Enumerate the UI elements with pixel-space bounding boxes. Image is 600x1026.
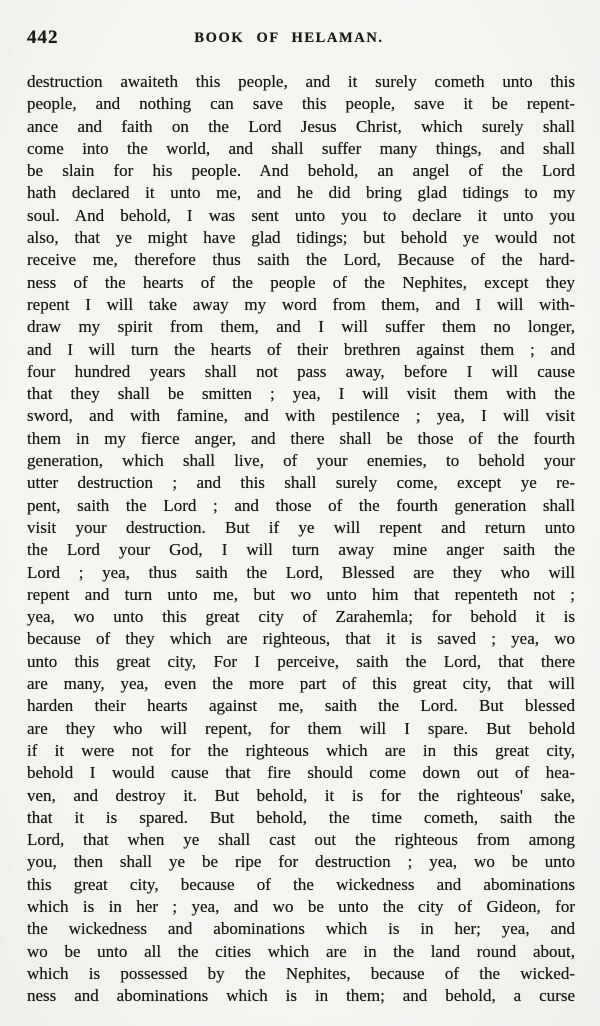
text-line: generation, which shall live, of your enemies, to behold your (27, 451, 575, 471)
text-line: four hundred years shall not pass away, before I will cause (27, 361, 575, 381)
text-line: that it is spared. But behold, the time cometh, saith the (27, 807, 575, 827)
text-line: you, then shall ye be ripe for destruction ; yea, wo be unto (27, 852, 575, 872)
text-line: visit your destruction. But if ye will repent and return unto (27, 517, 575, 537)
text-line: receive me, therefore thus saith the Lord, Because of the hard- (27, 250, 575, 270)
running-title: BOOK OF HELAMAN. (194, 30, 384, 46)
text-line: ven, and destroy it. But behold, it is for the righteous' sake, (27, 785, 575, 805)
text-line: which is in her ; yea, and wo be unto the city of Gideon, for (27, 896, 575, 916)
text-line: harden their hearts against me, saith the Lord. But blessed (27, 696, 575, 716)
text-line: and I will turn the hearts of their brethren against them ; and (27, 339, 575, 359)
text-line: pent, saith the Lord ; and those of the fourth generation shall (27, 495, 575, 515)
text-line: hath declared it unto me, and he did bring glad tidings to my (27, 183, 575, 203)
text-line: which is possessed by the Nephites, because of the wicked- (27, 963, 575, 983)
text-line: be slain for his people. And behold, an angel of the Lord (27, 161, 575, 181)
text-line: draw my spirit from them, and I will suffer them no longer, (27, 317, 575, 337)
text-line: because of they which are righteous, that it is saved ; yea, wo (27, 629, 575, 649)
text-line: yea, wo unto this great city of Zarahemla; for behold it is (27, 607, 575, 627)
text-line: are they who will repent, for them will I spare. But behold (27, 718, 575, 738)
text-line: them in my fierce anger, and there shall be those of the fourth (27, 428, 575, 448)
text-line: if it were not for the righteous which are in this great city, (27, 740, 575, 760)
text-line: behold I would cause that fire should come down out of hea- (27, 763, 575, 783)
page-number: 442 (27, 27, 59, 48)
text-line: unto this great city, For I perceive, saith the Lord, that there (27, 651, 575, 671)
text-line: are many, yea, even the more part of this great city, that will (27, 674, 575, 694)
text-line: ance and faith on the Lord Jesus Christ, which surely shall (27, 116, 575, 136)
body-text (27, 71, 575, 1007)
text-line: soul. And behold, I was sent unto you to declare it unto you (27, 205, 575, 225)
text-line: people, and nothing can save this people, save it be repent- (27, 94, 575, 114)
text-line: that they shall be smitten ; yea, I will visit them with the (27, 384, 575, 404)
text-line: come into the world, and shall suffer many things, and shall (27, 138, 575, 158)
text-line: repent I will take away my word from them, and I will with- (27, 294, 575, 314)
text-line: also, that ye might have glad tidings; but behold ye would not (27, 228, 575, 248)
text-line: the wickedness and abominations which is in her; yea, and (27, 919, 575, 939)
text-line: Lord, that when ye shall cast out the righteous from among (27, 830, 575, 850)
text-line: utter destruction ; and this shall surely come, except ye re- (27, 473, 575, 493)
text-line: the Lord your God, I will turn away mine anger saith the (27, 540, 575, 560)
text-line: destruction awaiteth this people, and it surely cometh unto this (27, 72, 575, 91)
text-line: Lord ; yea, thus saith the Lord, Blessed are they who will (27, 562, 575, 582)
text-line: ness of the hearts of the people of the Nephites, except they (27, 272, 575, 292)
page-header (0, 27, 600, 51)
text-line: wo be unto all the cities which are in the land round about, (27, 941, 575, 961)
text-line: ness and abominations which is in them; and behold, a curse (27, 986, 575, 1006)
text-line: repent and turn unto me, but wo unto him that repenteth not ; (27, 584, 575, 604)
text-line: sword, and with famine, and with pestilence ; yea, I will visit (27, 406, 575, 426)
text-line: this great city, because of the wickedness and abominations (27, 874, 575, 894)
